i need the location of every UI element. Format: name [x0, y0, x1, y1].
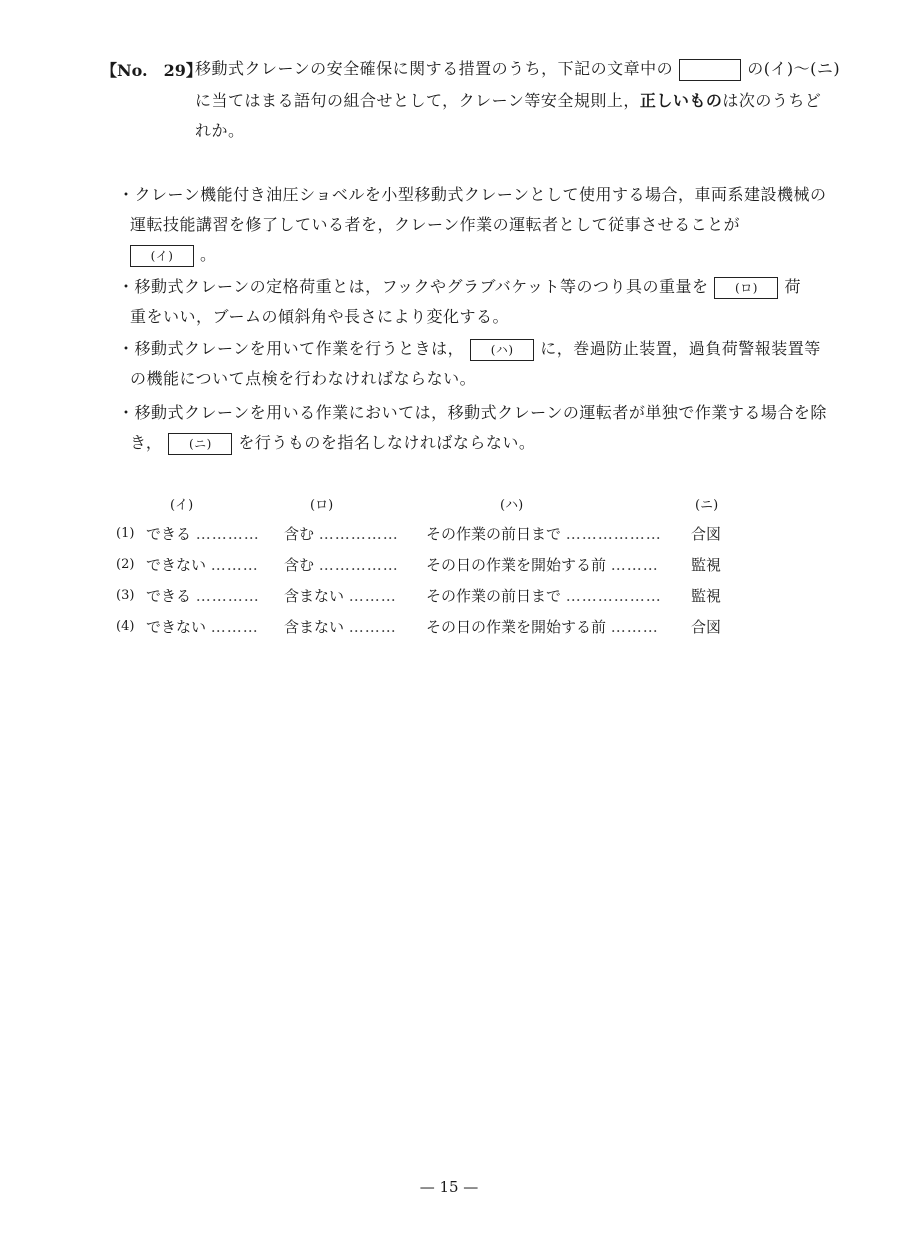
option-number: (1) [116, 526, 135, 541]
option-i: できる ………… [146, 525, 260, 543]
statement-1-line2: 運転技能講習を修了している者を，クレーン作業の運転者として従事させることが [130, 215, 741, 234]
stem-text: に当てはまる語句の組合せとして，クレーン等安全規則上， [195, 91, 640, 110]
question-stem-line2 [195, 90, 821, 112]
blank-i: (イ) [130, 245, 194, 267]
option-i: できない ……… [146, 556, 259, 574]
column-header-i: (イ) [170, 498, 194, 513]
statement-text: ・移動式クレーンの定格荷重とは，フックやグラブバケット等のつり具の重量を [118, 277, 709, 296]
option-ha: その作業の前日まで ……………… [426, 587, 662, 605]
statement-3-line1 [118, 338, 821, 361]
statement-4-line2 [130, 432, 535, 455]
question-stem-line3: れか。 [195, 121, 245, 140]
option-ro: 含む …………… [284, 525, 399, 543]
statement-1-line1: ・クレーン機能付き油圧ショベルを小型移動式クレーンとして使用する場合，車両系建設機械の [118, 185, 827, 204]
option-number: (2) [116, 557, 135, 572]
option-ha: その作業の前日まで ……………… [426, 525, 662, 543]
statement-text: ・移動式クレーンを用いて作業を行うときは， [118, 339, 465, 358]
option-i: できる ………… [146, 587, 260, 605]
page-number: — 15 — [419, 1178, 479, 1196]
emphasis-text: 正しいもの [639, 91, 723, 110]
option-number: (3) [116, 588, 135, 603]
option-ro: 含む …………… [284, 556, 399, 574]
option-i: できない ……… [146, 618, 259, 636]
question-stem-line1 [195, 58, 840, 81]
option-number: (4) [116, 619, 135, 634]
stem-text: 移動式クレーンの安全確保に関する措置のうち，下記の文章中の [195, 59, 674, 78]
option-ro: 含まない ……… [284, 618, 397, 636]
statement-2-line2: 重をいい，ブームの傾斜角や長さにより変化する。 [130, 307, 510, 326]
stem-text: の(イ)〜(ニ) [747, 59, 841, 78]
statement-text: 。 [200, 245, 217, 264]
blank-ro: (ロ) [714, 277, 778, 299]
option-ni: 合図 [691, 525, 722, 543]
blank-ha: (ハ) [470, 339, 534, 361]
statement-text: き， [130, 433, 163, 452]
statement-1-line3 [124, 244, 217, 267]
option-ro: 含まない ……… [284, 587, 397, 605]
statement-text: 荷 [784, 277, 801, 296]
option-ha: その日の作業を開始する前 ……… [426, 556, 659, 574]
question-number: 【No. 29】 [101, 61, 202, 80]
statement-text: に，巻過防止装置，過負荷警報装置等 [540, 339, 821, 358]
option-ni: 合図 [691, 618, 722, 636]
stem-text: は次のうちど [722, 91, 822, 110]
blank-ni: (ニ) [168, 433, 232, 455]
column-header-ni: (ニ) [695, 498, 719, 513]
option-ni: 監視 [691, 587, 722, 605]
statement-text: を行うものを指名しなければならない。 [238, 433, 536, 452]
option-ha: その日の作業を開始する前 ……… [426, 618, 659, 636]
blank-box [679, 59, 741, 81]
statement-2-line1 [118, 276, 801, 299]
statement-3-line2: の機能について点検を行わなければならない。 [130, 369, 477, 388]
column-header-ha: (ハ) [500, 498, 524, 513]
option-ni: 監視 [691, 556, 722, 574]
column-header-ro: (ロ) [310, 498, 334, 513]
statement-4-line1: ・移動式クレーンを用いる作業においては，移動式クレーンの運転者が単独で作業する場合を除 [118, 403, 827, 422]
